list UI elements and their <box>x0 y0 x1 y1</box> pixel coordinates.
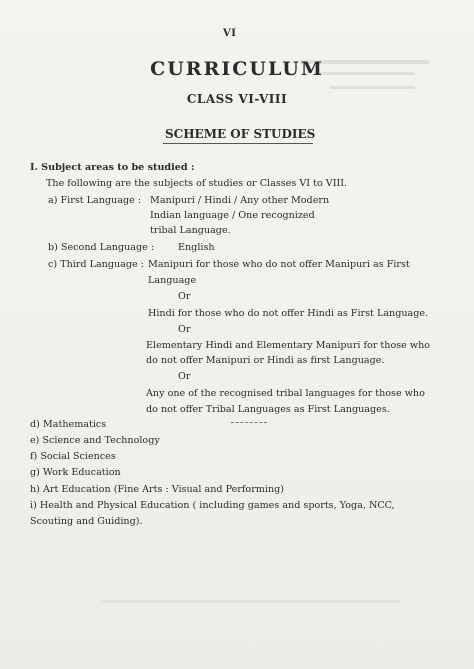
page-number: VI <box>223 28 237 39</box>
scheme-heading-underline <box>163 143 313 144</box>
separator-dash <box>231 422 267 423</box>
section-intro: The following are the subjects of studies or Classes VI to VIII. <box>46 178 348 189</box>
or-separator: Or <box>178 324 191 335</box>
item-c-text: Manipuri for those who do not offer Manipuri as First <box>148 259 410 270</box>
item-c-text: Hindi for those who do not offer Hindi as First Language. <box>148 308 429 319</box>
item-c-text: Elementary Hindi and Elementary Manipuri for those who <box>146 340 431 351</box>
section-heading: I. Subject areas to be studied : <box>30 162 195 173</box>
item-i-continued: Scouting and Guiding). <box>30 516 143 527</box>
item-g: g) Work Education <box>30 467 121 478</box>
item-a-label: a) First Language : <box>48 195 142 206</box>
item-d: d) Mathematics <box>30 419 107 430</box>
item-b-label: b) Second Language : <box>48 242 155 253</box>
item-c-text: Any one of the recognised tribal languages for those who <box>146 388 425 399</box>
item-c-text: Language <box>148 275 197 286</box>
item-a-text: Manipuri / Hindi / Any other Modern <box>150 195 330 206</box>
or-separator: Or <box>178 291 191 302</box>
scheme-heading: SCHEME OF STUDIES <box>165 127 316 141</box>
item-a-text: Indian language / One recognized <box>150 210 315 221</box>
item-b-text: English <box>178 242 215 253</box>
bleed-through-mark <box>100 600 400 603</box>
class-heading: CLASS VI-VIII <box>186 92 288 106</box>
item-c-text: do not offer Tribal Languages as First Languages. <box>146 404 390 415</box>
bleed-through-mark <box>330 86 415 89</box>
item-e: e) Science and Technology <box>30 435 160 446</box>
page-title: CURRICULUM <box>150 58 324 80</box>
item-h: h) Art Education (Fine Arts : Visual and Performing) <box>30 484 285 495</box>
item-c-label: c) Third Language : <box>48 259 144 270</box>
item-a-text: tribal Language. <box>150 225 231 236</box>
item-i: i) Health and Physical Education ( including games and sports, Yoga, NCC, <box>30 500 395 511</box>
or-separator: Or <box>178 371 191 382</box>
item-c-text: do not offer Manipuri or Hindi as first Language. <box>146 355 385 366</box>
item-f: f) Social Sciences <box>30 451 116 462</box>
